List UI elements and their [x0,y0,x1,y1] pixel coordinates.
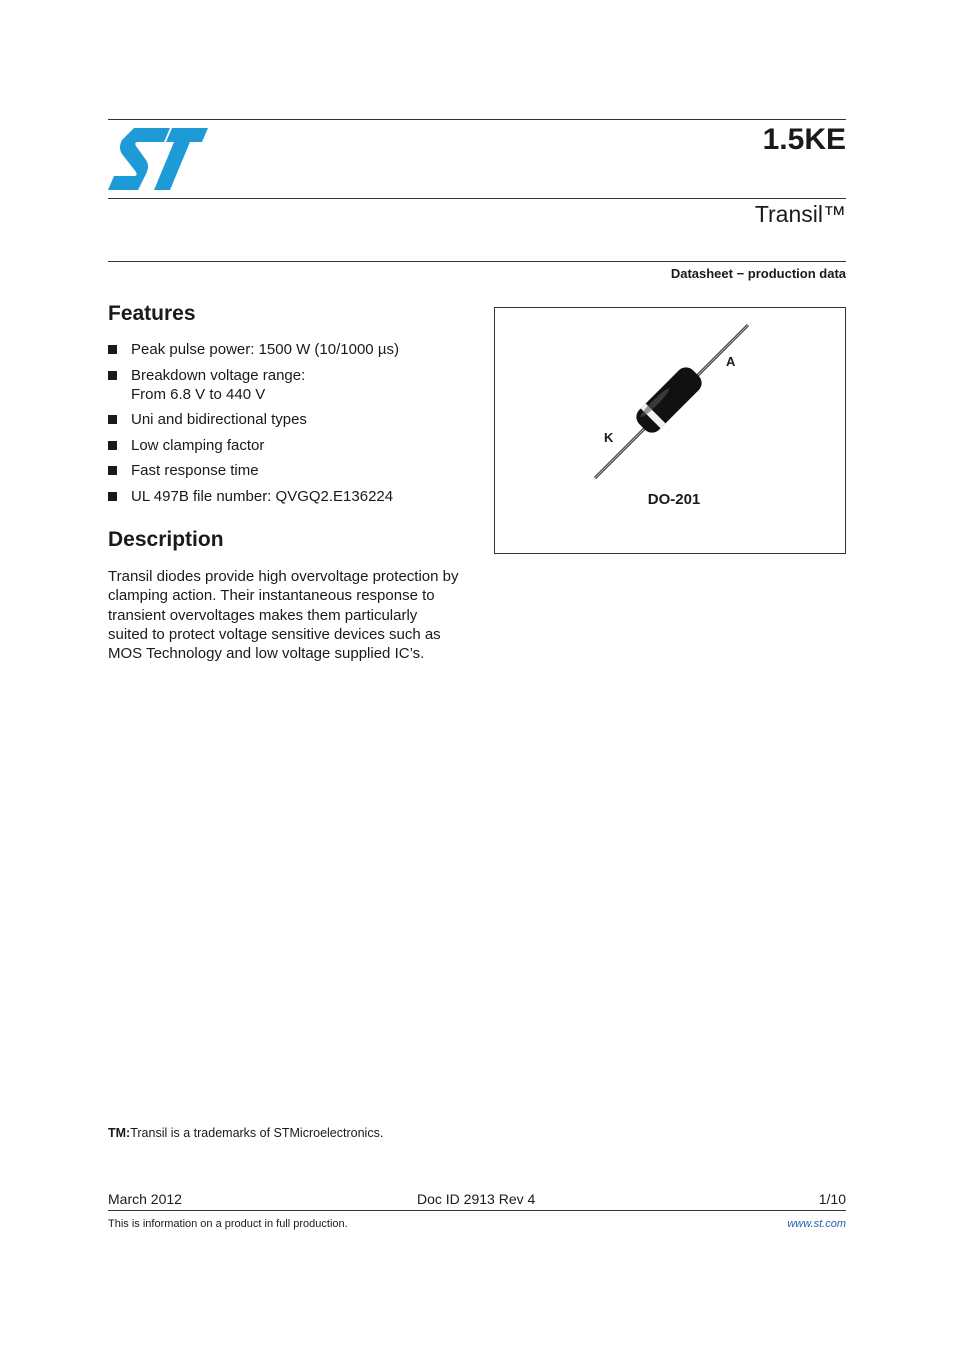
list-item: Peak pulse power: 1500 W (10/1000 µs) [108,340,478,359]
footer-rule [108,1210,846,1211]
features-list [108,340,478,512]
bullet-icon [108,466,117,475]
bullet-icon [108,371,117,380]
footer-doc-id: Doc ID 2913 Rev 4 [417,1191,536,1207]
cathode-label: K [604,430,614,445]
footer-date: March 2012 [108,1191,182,1207]
description-text: Transil diodes provide high overvoltage protection by clamping action. Their instantaneous response to transient overvoltages makes them particularly suited to protect voltage sensitive devices such as MOS Technology and low voltage supplied IC’s. [108,568,459,663]
trademark-note: TM:Transil is a trademarks of STMicroelectronics. [108,1126,384,1140]
list-item: Breakdown voltage range: From 6.8 V to 440 V [108,366,478,404]
package-name: DO-201 [647,491,701,508]
features-heading: Features [108,302,196,325]
website-link[interactable]: www.st.com [787,1218,846,1230]
list-item: Uni and bidirectional types [108,410,478,429]
bullet-icon [108,345,117,354]
top-rule [108,119,846,120]
bullet-icon [108,441,117,450]
datasheet-label: Datasheet − production data [670,266,846,281]
title-rule [108,198,846,199]
description-heading: Description [108,528,224,551]
list-item: UL 497B file number: QVGQ2.E136224 [108,487,478,506]
production-note: This is information on a product in full production. [108,1218,348,1230]
list-item: Fast response time [108,461,478,480]
package-figure [494,307,846,554]
product-subtitle: Transil™ [754,201,846,227]
st-logo [108,126,208,192]
bullet-icon [108,492,117,501]
list-item: Low clamping factor [108,436,478,455]
part-number: 1.5KE [762,123,846,156]
bullet-icon [108,415,117,424]
diode-illustration [495,308,845,553]
footer-page: 1/10 [818,1191,846,1207]
anode-label: A [726,354,736,369]
subtitle-rule [108,261,846,262]
